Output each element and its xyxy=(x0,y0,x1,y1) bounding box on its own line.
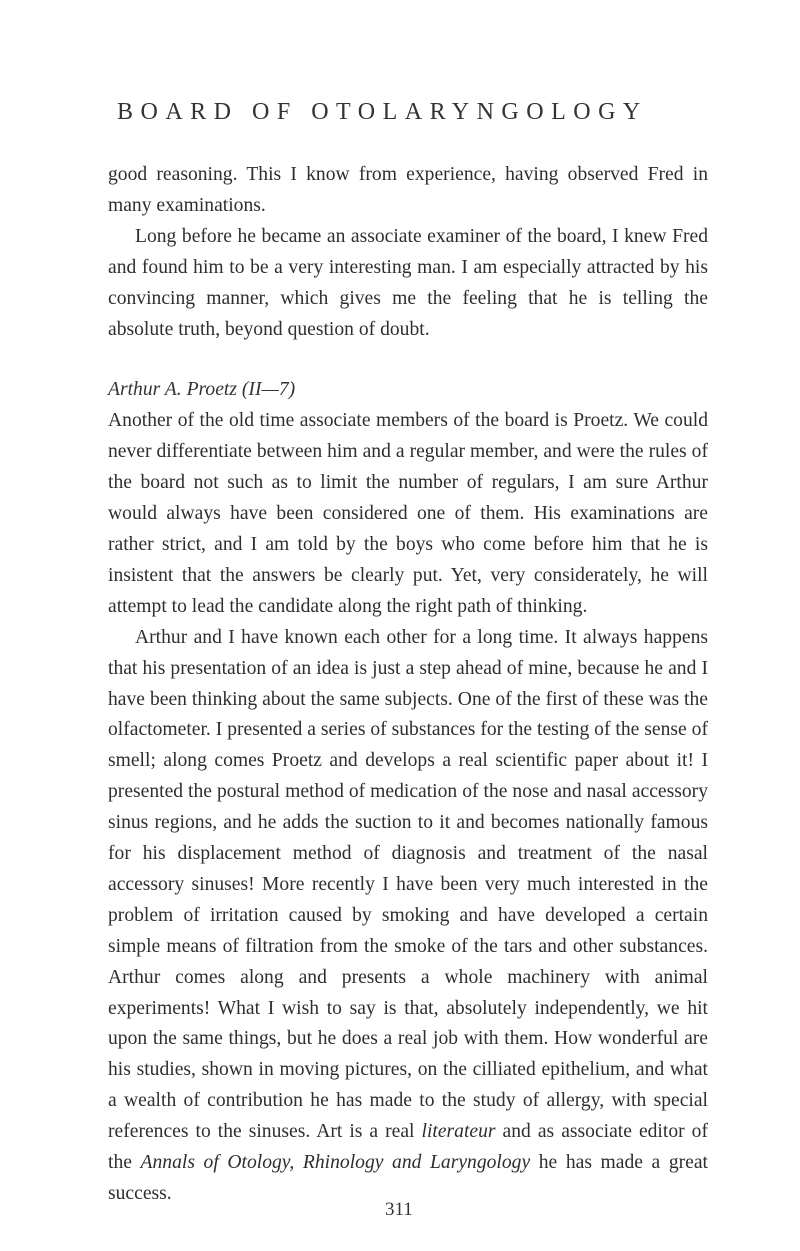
paragraph-proetz-work-text: Arthur and I have known each other for a long time. It always happens that his presentation of an idea is just a step ahead of mine, because he and I have been thinking about the same subjects. One of the first of these was the olfactometer. I presented a series of substances for the testing of the sense of smell; along comes Proetz and develops a real scientific paper about it! I presented the postural method of medication of the nose and nasal accessory sinus regions, and he adds the suction to it and becomes nationally famous for his displacement method of diagnosis and treatment of the nasal accessory sinuses! More recently I have been very much interested in the problem of irritation caused by smoking and have developed a certain simple means of filtration from the smoke of the tars and other substances. Arthur comes along and presents a whole machinery with animal experiments! What I wish to say is that, absolutely independently, we hit upon the same things, but he does a real job with them. How wonderful are his studies, shown in moving pictures, on the cilliated epithelium, and what a wealth of contribution he has made to the study of allergy, with special references to the sinuses. xyxy=(108,626,708,1143)
paragraph-continued: good reasoning. This I know from experience, having observed Fred in many examinations. xyxy=(108,164,708,216)
paragraph-fred: Long before he became an associate examiner of the board, I knew Fred and found him to be a very interesting man. I am especially attracted by his convincing manner, which gives me the feeling that he is telling the absolute truth, beyond question of doubt. xyxy=(108,225,708,340)
section-heading-proetz: Arthur A. Proetz (II—7) xyxy=(108,379,296,401)
final-italic-annals: Annals of Otology, Rhinology and Laryngology xyxy=(140,1152,531,1174)
final-text-1: Art is a real xyxy=(316,1121,422,1143)
paragraph-proetz-work xyxy=(108,623,708,1210)
final-italic-literateur: literateur xyxy=(421,1121,496,1143)
page-number: 311 xyxy=(385,1199,413,1220)
final-text-2: and as associate editor of the xyxy=(108,1121,708,1174)
body-text xyxy=(108,160,708,1210)
final-text-3: he has made a great success. xyxy=(108,1152,708,1204)
running-head: BOARD OF OTOLARYNGOLOGY xyxy=(117,99,648,125)
paragraph-proetz-intro: Another of the old time associate members of the board is Proetz. We could never differentiate between him and a regular member, and were the rules of the board not such as to limit the number of regulars, I am sure Arthur would always have been considered one of them. His examinations are rather strict, and I am told by the boys who come before him that he is insistent that the answers be clearly put. Yet, very considerately, he will attempt to lead the candidate along the right path of thinking. xyxy=(108,410,708,617)
